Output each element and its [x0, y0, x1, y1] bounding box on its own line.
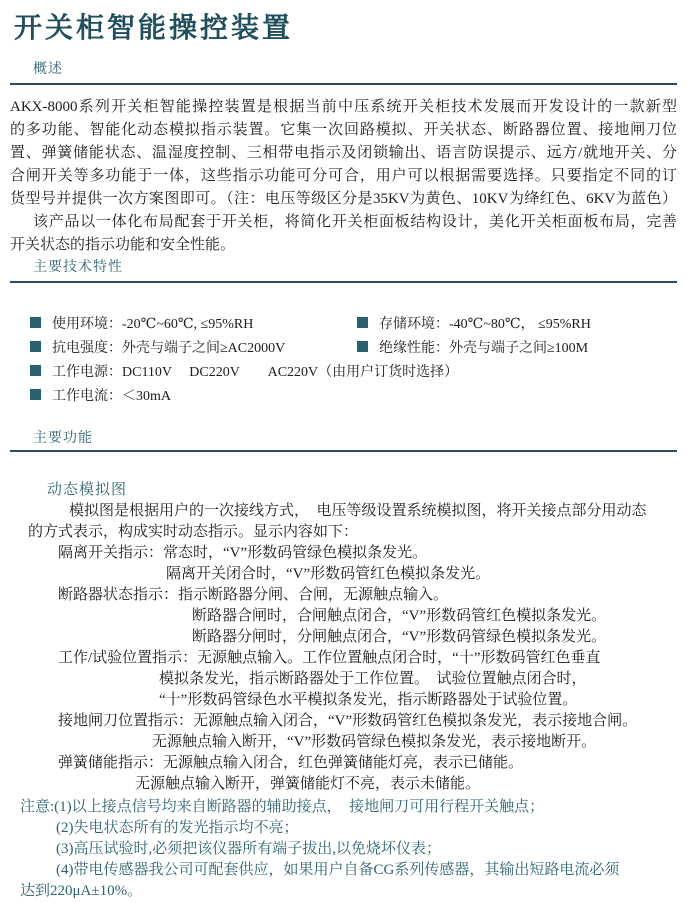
overview-line: 货型号并提供一次方案图即可。（注：电压等级区分是35KV为黄色、10KV为绛红色、6KV为蓝色） — [10, 191, 677, 207]
functions-line: 模拟图是根据用户的一次接线方式， 电压等级设置系统模拟图，将开关接点部分用动态 — [69, 503, 647, 519]
functions-line: “十”形数码管绿色水平模拟条发光，指示断路器处于试验位置。 — [159, 692, 578, 708]
bullet-square-icon — [357, 341, 368, 352]
note-line: (3)高压试验时,必须把该仪器所有端子拔出,以免烧坏仪表； — [56, 841, 441, 857]
functions-line: 弹簧储能指示：无源触点输入闭合，红色弹簧储能灯亮，表示已储能。 — [58, 755, 524, 771]
functions-line: 接地闸刀位置指示：无源触点输入闭合，“V”形数码管红色模拟条发光，表示接地合闸。 — [58, 713, 638, 729]
tech-spec-text: 使用环境：-20℃~60℃, ≤95%RH — [52, 317, 254, 332]
section-heading-label: 主要功能 — [33, 431, 93, 446]
tech-spec-row — [30, 337, 677, 361]
page-title: 开关柜智能操控装置 — [14, 13, 294, 44]
note-line: (2)失电状态所有的发光指示均不亮； — [56, 820, 299, 836]
tech-spec-text: 抗电强度：外壳与端子之间≥AC2000V — [52, 341, 286, 356]
tech-spec-row — [30, 385, 677, 409]
tech-spec-item — [30, 337, 357, 361]
subsection-title-dynamic-mimic: 动态模拟图 — [47, 482, 128, 498]
bullet-square-icon — [30, 365, 41, 376]
tech-spec-item — [30, 313, 357, 337]
functions-line: 工作/试验位置指示：无源触点输入。工作位置触点闭合时，“十”形数码管红色垂直 — [58, 650, 601, 666]
overview-line: 合闸开关等多功能于一体，这些指示功能可分可合，用户可以根据需要选择。只要指定不同的订 — [10, 168, 677, 184]
tech-spec-text: 工作电源：DC110V DC220V AC220V（由用户订货时选择） — [52, 365, 459, 380]
tech-spec-item — [30, 385, 171, 409]
overview-line: 的多功能、智能化动态模拟指示装置。它集一次回路模拟、开关状态、断路器位置、接地闸刀位 — [10, 122, 677, 138]
functions-line: 模拟条发光，指示断路器处于工作位置。 试验位置触点闭合时， — [159, 671, 587, 687]
tech-spec-row — [30, 361, 677, 385]
functions-line: 隔离开关闭合时，“V”形数码管红色模拟条发光。 — [166, 566, 491, 582]
note-line: 注意:(1)以上接点信号均来自断路器的辅助接点， 接地闸刀可用行程开关触点； — [20, 799, 545, 815]
notes-block — [10, 797, 677, 902]
section-heading-label: 概述 — [33, 62, 63, 77]
tech-spec-item — [357, 337, 588, 361]
section-heading-functions — [10, 430, 677, 452]
tech-spec-row — [30, 313, 677, 337]
note-line: (4)带电传感器我公司可配套供应，如果用户自备CG系列传感器，其输出短路电流必须 — [56, 862, 620, 878]
overview-line: 开关状态的指示功能和安全性能。 — [10, 237, 236, 253]
bullet-square-icon — [30, 341, 41, 352]
overview-line: 该产品以一体化布局配套于开关柜，将简化开关柜面板结构设计，美化开关柜面板布局，完善 — [33, 214, 677, 230]
note-line: 达到220μA±10%。 — [20, 883, 143, 899]
tech-spec-list — [30, 313, 677, 409]
functions-line: 无源触点输入断开，“V”形数码管绿色模拟条发光，表示接地断开。 — [152, 734, 597, 750]
functions-line: 断路器合闸时，合闸触点闭合，“V”形数码管红色模拟条发光。 — [192, 608, 607, 624]
tech-spec-text: 工作电流：＜30mA — [52, 389, 171, 404]
tech-spec-text: 绝缘性能：外壳与端子之间≥100M — [379, 341, 589, 356]
overview-line: AKX-8000系列开关柜智能操控装置是根据当前中压系统开关柜技术发展而开发设计的一款新型 — [10, 99, 677, 115]
tech-spec-item — [30, 361, 458, 385]
functions-line: 的方式表示，构成实时动态指示。显示内容如下： — [28, 524, 359, 540]
bullet-square-icon — [357, 317, 368, 328]
functions-description — [10, 501, 677, 795]
tech-spec-item — [357, 313, 591, 337]
functions-line: 无源触点输入断开，弹簧储能灯不亮，表示未储能。 — [135, 776, 481, 792]
functions-line: 隔离开关指示：常态时，“V”形数码管绿色模拟条发光。 — [58, 545, 428, 561]
functions-line: 断路器状态指示：指示断路器分闸、合闸，无源触点输入。 — [58, 587, 449, 603]
section-heading-label: 主要技术特性 — [33, 260, 123, 275]
bullet-square-icon — [30, 317, 41, 328]
bullet-square-icon — [30, 389, 41, 400]
document-page — [0, 10, 687, 903]
tech-spec-text: 存储环境：-40℃~80℃， ≤95%RH — [379, 317, 591, 332]
overview-line: 置、弹簧储能状态、温湿度控制、三相带电指示及闭锁输出、语言防误提示、远方/就地开关、分 — [10, 145, 677, 161]
functions-line: 断路器分闸时，分闸触点闭合，“V”形数码管绿色模拟条发光。 — [192, 629, 607, 645]
overview-paragraph — [10, 96, 677, 257]
section-heading-overview — [10, 61, 677, 85]
section-heading-tech — [10, 259, 677, 283]
